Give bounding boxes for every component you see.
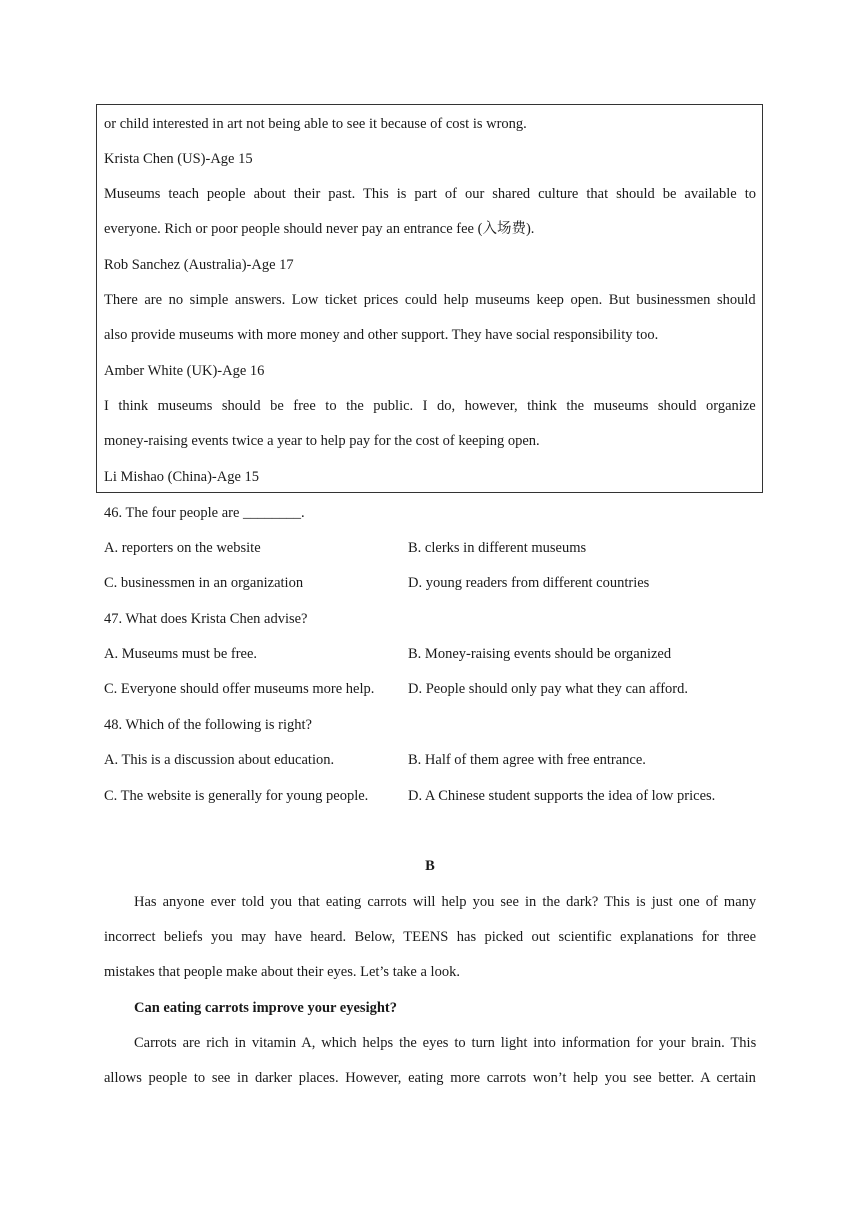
paragraph-line: mistakes that people make about their eyes. Let’s take a look. bbox=[104, 964, 460, 980]
paragraph-line: Has anyone ever told you that eating carrots will help you see in the dark? This is just one of many bbox=[134, 894, 757, 910]
letter-text: everyone. Rich or poor people should never pay an entrance fee (入场费). bbox=[104, 221, 535, 237]
option-c: C. Everyone should offer museums more help. bbox=[104, 681, 375, 697]
option-d: D. A Chinese student supports the idea of low prices. bbox=[408, 788, 716, 804]
paragraph-line: Carrots are rich in vitamin A, which helps the eyes to turn light into information for your brain. This bbox=[134, 1035, 757, 1051]
section-heading: B bbox=[425, 858, 435, 874]
letter-signature: Amber White (UK)-Age 16 bbox=[104, 363, 265, 379]
option-b: B. clerks in different museums bbox=[408, 540, 587, 556]
subheading: Can eating carrots improve your eyesight? bbox=[134, 1000, 397, 1016]
question-stem: 47. What does Krista Chen advise? bbox=[104, 611, 308, 627]
letter-text: also provide museums with more money and other support. They have social responsibility too. bbox=[104, 327, 659, 343]
option-b: B. Half of them agree with free entrance. bbox=[408, 752, 646, 768]
letter-signature: Li Mishao (China)-Age 15 bbox=[104, 469, 260, 485]
option-d: D. young readers from different countries bbox=[408, 575, 650, 591]
question-stem: 48. Which of the following is right? bbox=[104, 717, 312, 733]
letter-text: There are no simple answers. Low ticket prices could help museums keep open. But businessmen should bbox=[104, 292, 756, 308]
option-c: C. The website is generally for young people. bbox=[104, 788, 369, 804]
option-a: A. This is a discussion about education. bbox=[104, 752, 335, 768]
letter-text: money-raising events twice a year to help pay for the cost of keeping open. bbox=[104, 433, 540, 449]
option-b: B. Money-raising events should be organized bbox=[408, 646, 672, 662]
question-stem: 46. The four people are ________. bbox=[104, 505, 305, 521]
letter-text: I think museums should be free to the public. I do, however, think the museums should organize bbox=[104, 398, 756, 414]
option-d: D. People should only pay what they can afford. bbox=[408, 681, 689, 697]
option-c: C. businessmen in an organization bbox=[104, 575, 304, 591]
letter-signature: Krista Chen (US)-Age 15 bbox=[104, 151, 253, 167]
option-a: A. Museums must be free. bbox=[104, 646, 258, 662]
letter-text: Museums teach people about their past. This is part of our shared culture that should be available to bbox=[104, 186, 756, 202]
option-a: A. reporters on the website bbox=[104, 540, 261, 556]
paragraph-line: allows people to see in darker places. However, eating more carrots won’t help you see better. A certain bbox=[104, 1070, 756, 1086]
letter-signature: Rob Sanchez (Australia)-Age 17 bbox=[104, 257, 294, 273]
letter-text: or child interested in art not being able to see it because of cost is wrong. bbox=[104, 116, 527, 132]
paragraph-line: incorrect beliefs you may have heard. Below, TEENS has picked out scientific explanations for three bbox=[104, 929, 757, 945]
